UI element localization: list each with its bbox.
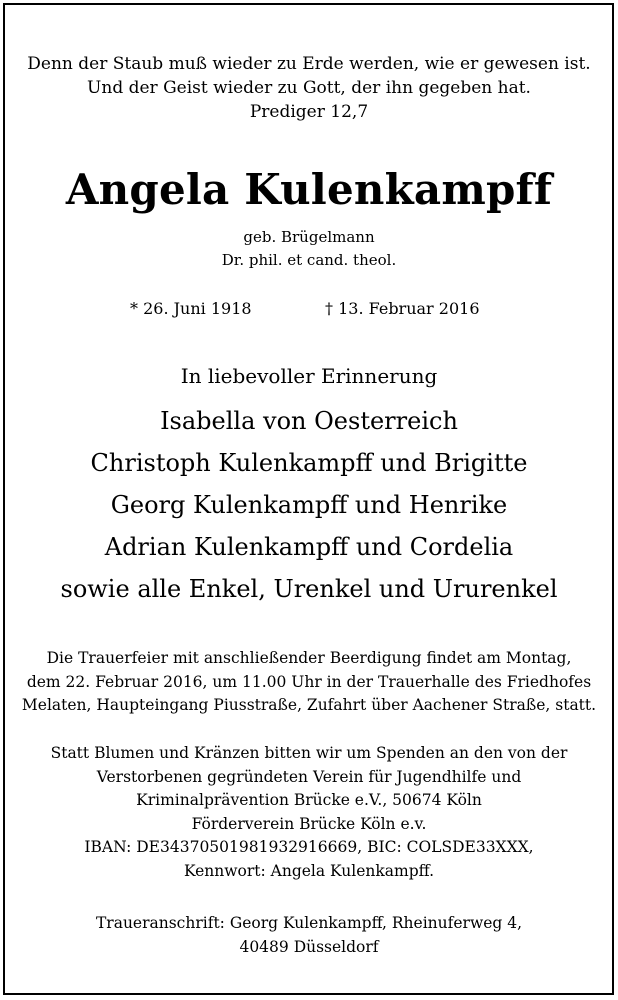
birth-date: * 26. Juni 1918 <box>130 299 252 318</box>
address-line: Traueranschrift: Georg Kulenkampff, Rheinuferweg 4, <box>95 914 523 932</box>
mourners-list <box>0 400 618 610</box>
deceased-details <box>0 226 618 272</box>
deceased-name: Angela Kulenkampff <box>65 165 553 214</box>
mourner-name: Georg Kulenkampff und Henrike <box>110 491 508 519</box>
bank-details: IBAN: DE34370501981932916669, BIC: COLSDE33XXX, <box>84 838 534 856</box>
service-line: dem 22. Februar 2016, um 11.00 Uhr in der Trauerhalle des Friedhofes <box>26 672 592 691</box>
mourner-name: Isabella von Oesterreich <box>160 407 458 435</box>
donation-keyword: Kennwort: Angela Kulenkampff. <box>183 861 435 880</box>
death-date: † 13. Februar 2016 <box>325 299 480 318</box>
memory-intro: In liebevoller Erinnerung <box>180 364 438 388</box>
service-line: Melaten, Haupteingang Piusstraße, Zufahrt über Aachener Straße, statt. <box>21 696 597 714</box>
bible-verse <box>0 52 618 124</box>
maiden-name: geb. Brügelmann <box>243 228 375 246</box>
address-line: 40489 Düsseldorf <box>239 937 379 956</box>
verse-line-2: Und der Geist wieder zu Gott, der ihn gegeben hat. <box>87 78 531 98</box>
mourner-name: Adrian Kulenkampff und Cordelia <box>104 533 514 561</box>
donation-line: Förderverein Brücke Köln e.v. <box>191 814 427 833</box>
donation-line: Kriminalprävention Brücke e.V., 50674 Köln <box>136 791 482 809</box>
donation-line: Verstorbenen gegründeten Verein für Jugendhilfe und <box>96 767 522 786</box>
academic-title: Dr. phil. et cand. theol. <box>221 251 397 269</box>
mourning-address <box>0 912 618 959</box>
verse-line-1: Denn der Staub muß wieder zu Erde werden, wie er gewesen ist. <box>27 54 591 74</box>
life-dates <box>0 298 618 322</box>
funeral-service-info <box>0 647 618 718</box>
mourner-name: sowie alle Enkel, Urenkel und Ururenkel <box>60 575 558 603</box>
mourner-name: Christoph Kulenkampff und Brigitte <box>90 449 528 477</box>
verse-source: Prediger 12,7 <box>249 102 369 122</box>
service-line: Die Trauerfeier mit anschließender Beerdigung findet am Montag, <box>46 649 572 667</box>
donation-request <box>0 742 618 883</box>
donation-line: Statt Blumen und Kränzen bitten wir um Spenden an den von der <box>50 744 568 762</box>
